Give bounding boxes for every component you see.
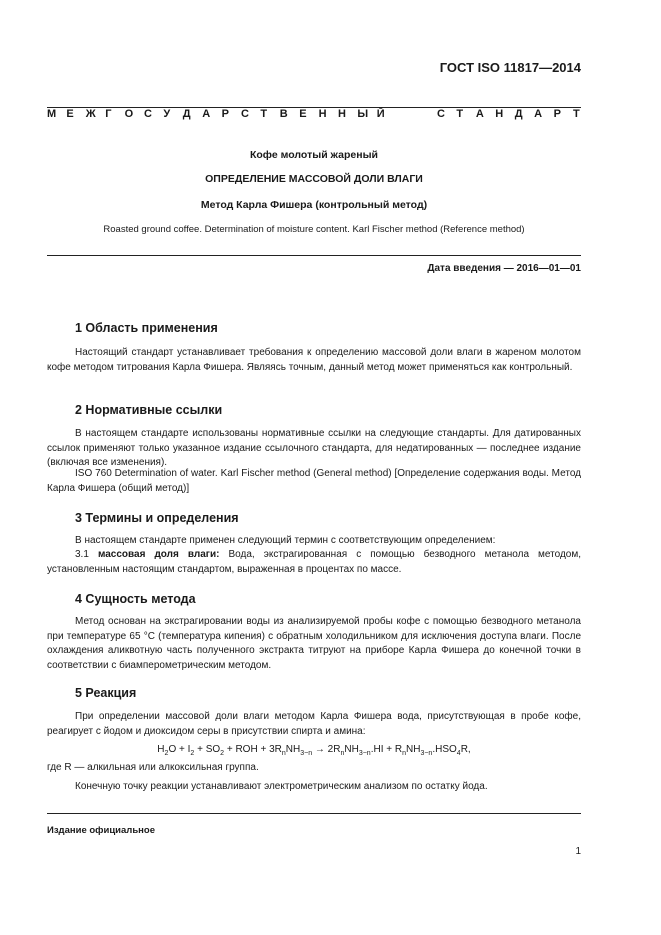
section-1-heading: 1 Область применения (75, 321, 218, 335)
section-3-heading: 3 Термины и определения (75, 511, 239, 525)
interstate-letter: Н (495, 108, 504, 120)
interstate-letter: Н (318, 108, 327, 120)
interstate-letter: Е (66, 108, 74, 120)
section-5-paragraph-2: Конечную точку реакции устанавливают электрометрическим анализом по остатку йода. (75, 781, 488, 792)
interstate-letter: Д (182, 108, 191, 120)
section-4-heading: 4 Сущность метода (75, 592, 196, 606)
section-3-term: 3.1 массовая доля влаги: Вода, экстрагированная с помощью безводного метанола методом, установленным настоящим стандартом, выраженная в процентах по массе. (47, 549, 582, 575)
interstate-letter: Н (338, 108, 346, 120)
interstate-letter: Й (376, 108, 385, 120)
interstate-letter: С (241, 108, 249, 120)
interstate-letter: А (534, 108, 543, 120)
section-2-paragraph-2: ISO 760 Determination of water. Karl Fischer method (General method) [Определение содержания воды. Метод Карла Фишера (общий метод)] (47, 468, 581, 494)
section-3-paragraph-1: В настоящем стандарте применен следующий термин с соответствующим определением: (75, 535, 496, 546)
section-4-paragraph: Метод основан на экстрагировании воды из анализируемой пробы кофе с помощью безводного метанола при температуре 65 °С (температура кипения) с обратным холодильником для исключения доступа влаги. После охлаждения аликвотную часть полученного экстракта титруют на приборе Карла Фишера до конечной точки в соответствии с биамперометрическим методом. (47, 616, 581, 671)
interstate-letter: Р (221, 108, 229, 120)
section-2-heading: 2 Нормативные ссылки (75, 403, 223, 417)
section-2-paragraph-1: В настоящем стандарте использованы нормативные ссылки на следующие стандарты. Для датированных ссылок применяют только указанное издание ссылочного стандарта, для недатированных — последнее издание (включая все изменения). (47, 428, 581, 468)
karl-fischer-reaction-formula: $H_2O + I_2 + SO_2$ + ROH + $3R_nNH_{3-n} \to 2R_nNH_{3-n}.HI + R_nNH_{3-n}.HSO_4R$, (157, 744, 471, 757)
title-divider (47, 255, 581, 256)
interstate-letter: Г (105, 108, 112, 120)
title-method: Метод Карла Фишера (контрольный метод) (200, 199, 428, 211)
interstate-letter: Р (553, 108, 561, 120)
interstate-letter: Е (299, 108, 307, 120)
interstate-letter: Д (514, 108, 523, 120)
interstate-letter: А (202, 108, 211, 120)
footer-divider (47, 813, 581, 814)
interstate-letter: Ы (357, 108, 369, 120)
interstate-letter: В (279, 108, 288, 120)
page-number: 1 (575, 846, 581, 857)
interstate-letter: Т (260, 108, 268, 120)
interstate-letter: М (47, 108, 57, 120)
section-5-paragraph-1: При определении массовой доли влаги методом Карла Фишера вода, присутствующая в пробе кофе, реагирует с йодом и диоксидом серы в присутствии спирта и амина: (47, 711, 581, 737)
interstate-letter: Ж (85, 108, 96, 120)
interstate-letter: У (163, 108, 171, 120)
official-edition-label: Издание официальное (47, 825, 155, 836)
interstate-letter: О (124, 108, 134, 120)
introduction-date: Дата введения — 2016—01—01 (427, 263, 581, 274)
term-name: массовая доля влаги: (97, 549, 220, 560)
section-5-heading: 5 Реакция (75, 686, 137, 700)
interstate-letter: С (144, 108, 152, 120)
title-english: Roasted ground coffee. Determination of moisture content. Karl Fischer method (Reference method) (103, 224, 525, 235)
interstate-letter: Т (456, 108, 464, 120)
title-product: Кофе молотый жареный (249, 149, 378, 161)
interstate-letter: С (437, 108, 445, 120)
title-subject: ОПРЕДЕЛЕНИЕ МАССОВОЙ ДОЛИ ВЛАГИ (205, 173, 423, 185)
interstate-letter: А (475, 108, 484, 120)
standard-code: ГОСТ ISO 11817—2014 (439, 60, 581, 75)
interstate-letter: Т (573, 108, 580, 120)
interstate-standard-banner (47, 107, 581, 124)
section-5-where: где R — алкильная или алкоксильная группа. (47, 762, 259, 773)
section-1-paragraph: Настоящий стандарт устанавливает требования к определению массовой доли влаги в жареном молотом кофе методом титрования Карла Фишера. Являясь точным, данный метод может применяться как контрольный. (47, 347, 581, 373)
